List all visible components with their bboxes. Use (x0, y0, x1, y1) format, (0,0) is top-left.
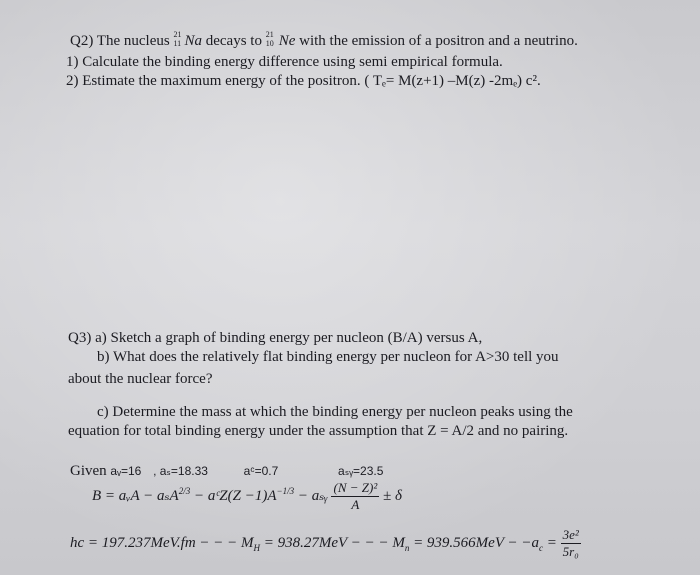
formula-coulomb-term: − aᶜZ(Z −1)A (190, 487, 277, 504)
semi-empirical-mass-formula (92, 480, 402, 513)
q3-part-c-line1: c) Determine the mass at which the binding energy per nucleon peaks using the (97, 404, 573, 420)
q3-part-c-line2: equation for total binding energy under the assumption that Z = A/2 and no pairing. (68, 423, 569, 439)
ac-denominator: 5r₀ (562, 544, 579, 559)
const-ac: aᶜ=0.7 (243, 464, 279, 478)
q3-part-b-line2: about the nuclear force? (68, 371, 213, 387)
q2-prefix: Q2) The nucleus (70, 33, 170, 49)
mn-value-ac-label: = 939.566MeV − −a (409, 534, 539, 551)
formula-exp-minus-one-third: −1/3 (276, 485, 295, 496)
q2-title (70, 32, 578, 50)
formula-pairing-term: ± δ (382, 487, 402, 504)
neon-isotope-notation (266, 32, 279, 50)
const-av: aᵥ=16 (110, 464, 142, 478)
ne-atomic-number: 10 (265, 39, 274, 48)
ac-fraction (561, 527, 581, 560)
formula-volume-surface: B = aᵥA − aₛA (92, 487, 179, 504)
q3-part-a: Q3) a) Sketch a graph of binding energy per nucleon (B/A) versus A, (68, 330, 483, 346)
ne-mass-number: 21 (265, 30, 274, 39)
ac-numerator: 3e² (562, 527, 579, 542)
const-as: , aₛ=18.33 (153, 464, 208, 478)
q3-part-b-line1: b) What does the relatively flat binding energy per nucleon for A>30 tell you (97, 349, 559, 365)
ne-symbol: Ne (278, 33, 296, 49)
asym-numerator: (N − Z)² (333, 480, 378, 495)
formula-exp-two-thirds: 2/3 (178, 485, 191, 496)
mn-subscript: n (404, 542, 410, 553)
formula-asym-fraction (331, 480, 379, 513)
hc-and-mh-label: hc = 197.237MeV.fm − − − M (70, 534, 254, 551)
const-asy: aₛᵧ=23.5 (338, 464, 384, 478)
mh-subscript: H (253, 542, 261, 553)
q2-decays-to: decays to (205, 33, 262, 49)
ac-equals: = (542, 534, 561, 551)
na-atomic-number: 11 (173, 39, 182, 48)
formula-asym-coeff: − aₛᵧ (294, 487, 328, 504)
mh-value-mn-label: = 938.27MeV − − − M (260, 534, 405, 551)
na-mass-number: 21 (173, 30, 182, 39)
asym-denominator: A (351, 497, 360, 512)
given-label: Given (70, 463, 107, 479)
q2-part2: 2) Estimate the maximum energy of the positron. ( Tₑ= M(z+1) –M(z) -2mₑ) c². (66, 73, 541, 89)
sodium-isotope-notation (173, 32, 184, 50)
ac-subscript: c (538, 542, 543, 553)
physical-constants (70, 527, 581, 560)
given-constants (70, 462, 383, 480)
na-symbol: Na (184, 33, 202, 49)
q2-suffix: with the emission of a positron and a neutrino. (299, 33, 578, 49)
q2-part1: 1) Calculate the binding energy difference using semi empirical formula. (66, 54, 503, 70)
